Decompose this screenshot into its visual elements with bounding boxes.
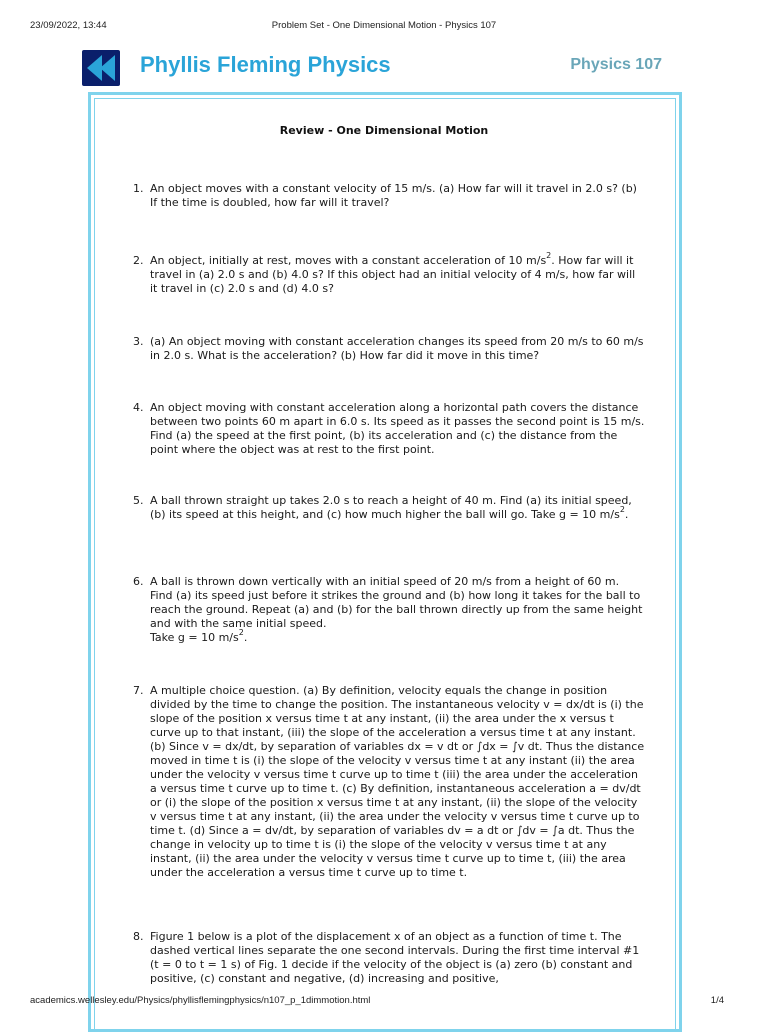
print-page-title: Problem Set - One Dimensional Motion - Physics 107 [271, 20, 497, 31]
problem-number: 4. [133, 401, 144, 414]
site-title[interactable]: Phyllis Fleming Physics [140, 52, 391, 77]
problem-text: A ball is thrown down vertically with an initial speed of 20 m/s from a height of 60 m. Find (a) its speed just before it strikes the ground and (b) how long it takes for the ball to reach the ground. Repeat (a) and (b) for the ball thrown directly up from the same height and with the same initial speed. [150, 575, 643, 630]
problem-4 [133, 401, 645, 457]
problem-text: An object moves with a constant velocity of 15 m/s. (a) How far will it travel in 2.0 s? (b) If the time is doubled, how far will it travel? [150, 182, 637, 209]
problem-6 [133, 575, 645, 645]
problem-text: A multiple choice question. (a) By definition, velocity equals the change in position divided by the time to change the position. The instantaneous velocity v = dx/dt is (i) the slope of the position x versus time t at any instant, (ii) the area under the x versus t curve up to that instant, (iii) the slope of the acceleration a versus time t at any instant. (b) Since v = dx/dt, by separation of variables dx = v dt or ∫dx = ∫v dt. Thus the distance moved in time t is (i) the slope of the velocity v versus time t at any instant (ii) the area under the velocity v versus time t curve up to time t (iii) the area under the acceleration a versus time t curve up to time t. (c) By definition, instantaneous acceleration a = dv/dt or (i) the slope of the position x versus time t at any instant, (ii) the slope of the velocity v versus time t at any instant, (ii) the area under the velocity v versus time t curve up to time t. (d) Since a = dv/dt, by separation of variables dv = a dt or ∫dv = ∫a dt. Thus the change in velocity up to time t is (i) the slope of the velocity v versus time t at any instant, (ii) the area under the velocity v versus time t curve up to time t, (iii) the area under the acceleration a versus time t curve up to time t. [150, 684, 645, 879]
problem-number: 2. [133, 254, 144, 267]
problem-number: 8. [133, 930, 144, 943]
problem-3 [133, 335, 645, 363]
problem-text: (a) An object moving with constant acceleration changes its speed from 20 m/s to 60 m/s in 2.0 s. What is the acceleration? (b) How far did it move in this time? [150, 335, 644, 362]
problem-text: An object, initially at rest, moves with a constant acceleration of 10 $m/s^2$. How far will it travel in (a) 2.0 s and (b) 4.0 s? If this object had an initial velocity of 4 m/s, how far will it travel in (c) 2.0 s and (d) 4.0 s? [150, 251, 636, 295]
back-button[interactable] [82, 50, 120, 86]
problem-7 [133, 684, 645, 880]
content-frame [88, 92, 682, 1032]
problem-text: An object moving with constant acceleration along a horizontal path covers the distance between two points 60 m apart in 6.0 s. Its speed as it passes the second point is 15 m/s. Find (a) the speed at the first point, (b) its acceleration and (c) the distance from the point where the object was at rest to the first point. [150, 401, 645, 456]
problem-text: Figure 1 below is a plot of the displacement x of an object as a function of time t. The dashed vertical lines separate the one second intervals. During the first time interval #1 (t = 0 to t = 1 s) of Fig. 1 decide if the velocity of the object is (a) zero (b) constant and positive, (c) constant and negative, (d) increasing and positive, [150, 930, 640, 985]
print-header [0, 0, 768, 40]
problem-number: 1. [133, 182, 144, 195]
print-timestamp: 23/09/2022, 13:44 [30, 20, 107, 31]
problem-number: 6. [133, 575, 144, 588]
problem-8 [133, 930, 645, 986]
problem-text-gravity: Take g = 10 $m/s^2$. [150, 628, 248, 644]
print-footer [0, 992, 768, 1012]
rewind-icon [82, 50, 120, 86]
problem-number: 5. [133, 494, 144, 507]
problem-text: A ball thrown straight up takes 2.0 s to reach a height of 40 m. Find (a) its initial speed, (b) its speed at this height, and (c) how much higher the ball will go. Take g = 10 $m/s^2$. [150, 494, 632, 521]
print-url: academics.wellesley.edu/Physics/phyllisflemingphysics/n107_p_1dimmotion.html [30, 995, 371, 1006]
problem-number: 7. [133, 684, 144, 697]
site-header [82, 46, 662, 90]
problem-2 [133, 251, 645, 296]
problem-1 [133, 182, 645, 210]
page-title: Review - One Dimensional Motion [279, 124, 489, 137]
course-name: Physics 107 [570, 56, 662, 73]
problem-number: 3. [133, 335, 144, 348]
print-page-number: 1/4 [710, 995, 724, 1006]
problem-5 [133, 494, 645, 522]
